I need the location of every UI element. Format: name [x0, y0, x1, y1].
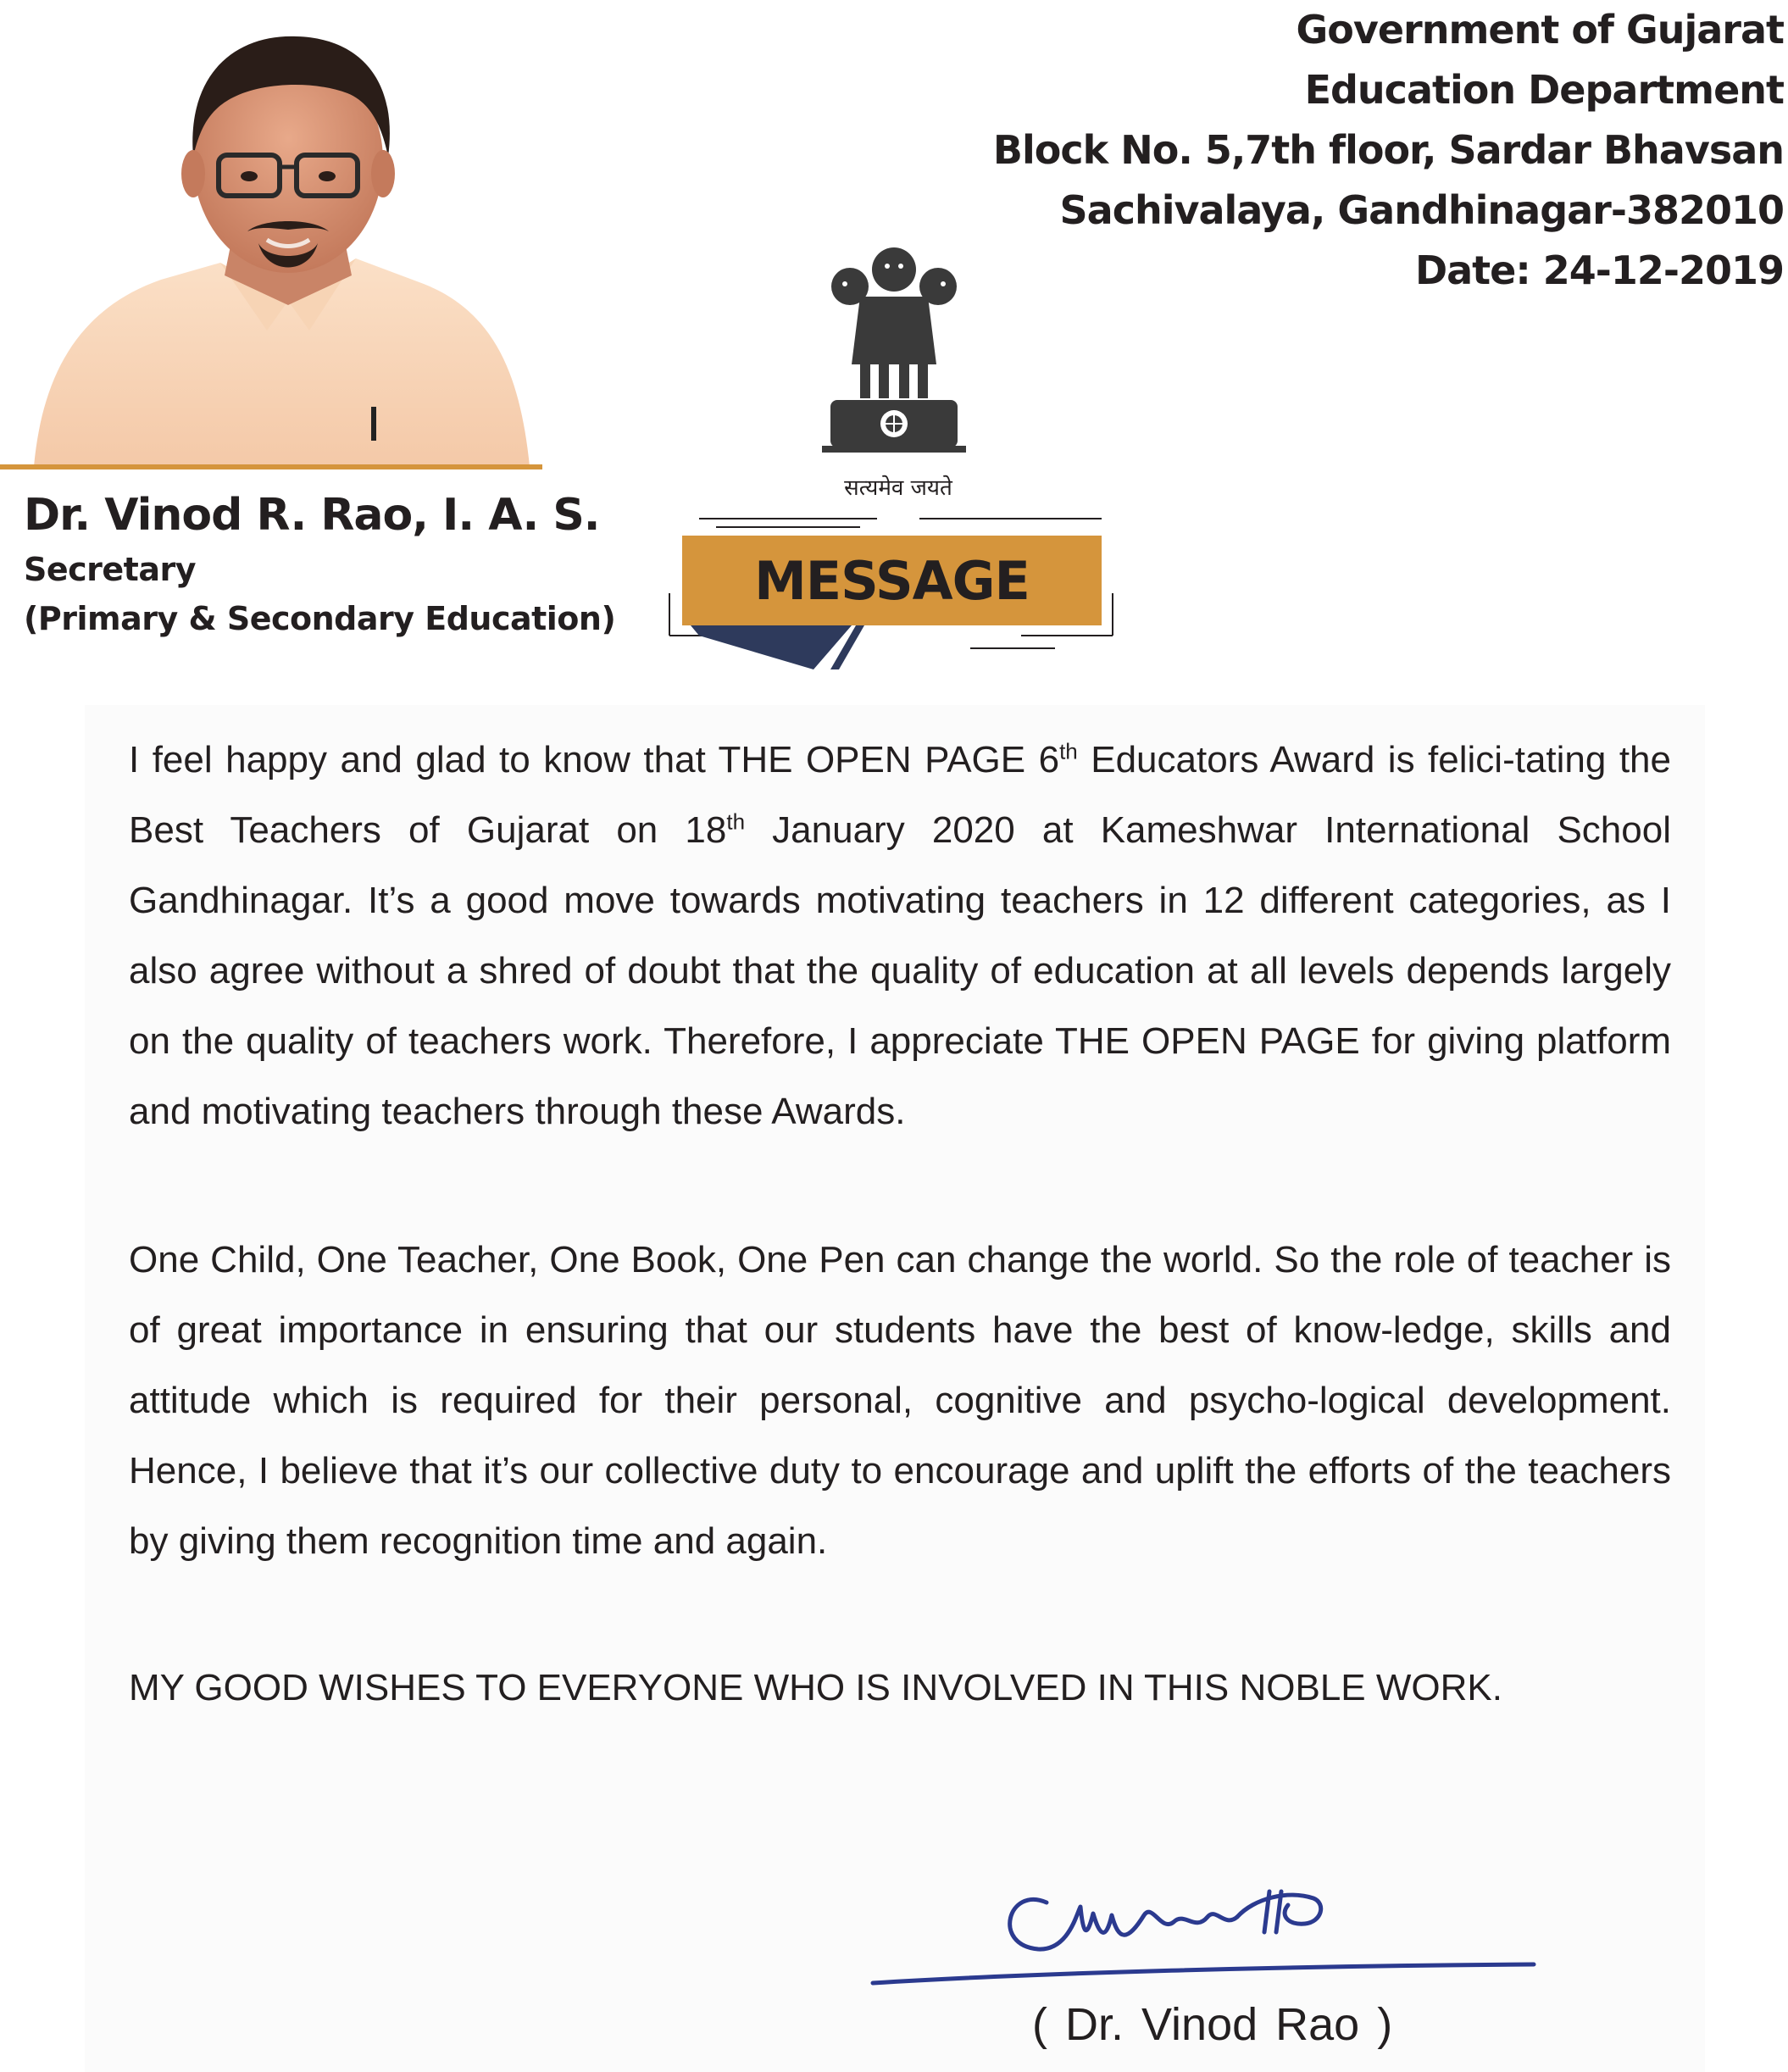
emblem-motto: सत्यमेव जयते — [844, 475, 952, 501]
signatory-printed-name: ( Dr. Vinod Rao ) — [1032, 1999, 1393, 2050]
official-title: Secretary — [24, 551, 196, 588]
official-name: Dr. Vinod R. Rao, I. A. S. — [24, 490, 600, 541]
official-portrait — [25, 21, 534, 466]
paragraph-1-part-a: I feel happy and glad to know that THE OPEN PAGE 6 — [129, 739, 1060, 780]
address-line-date: Date: 24-12-2019 — [1414, 247, 1784, 293]
address-line-city: Sachivalaya, Gandhinagar-382010 — [1059, 187, 1784, 233]
address-line-government: Government of Gujarat — [1296, 7, 1784, 53]
paragraph-1-part-c: January 2020 at Kameshwar International School Gandhinagar. It’s a good move towards motivating teachers in 12 different categories, as I also agree without a shred of doubt that the quality of education at all levels depends largely on the quality of teachers work. Therefore, I appreciate THE OPEN PAGE for giving platform and motivating teachers through these Awards. — [129, 809, 1671, 1132]
paragraph-3: MY GOOD WISHES TO EVERYONE WHO IS INVOLVED IN THIS NOBLE WORK. — [129, 1667, 1502, 1708]
paragraph-1-part-b: Educators Award is felici-tating the Best Teachers of Gujarat on 18 — [129, 739, 1672, 851]
national-emblem-icon — [809, 237, 979, 470]
address-line-block: Block No. 5,7th floor, Sardar Bhavsan — [992, 127, 1784, 173]
handwritten-signature — [864, 1822, 1542, 2000]
portrait-underline — [0, 464, 542, 469]
official-department: (Primary & Secondary Education) — [24, 600, 616, 637]
paragraph-1 — [129, 725, 1671, 1147]
paragraph-2: One Child, One Teacher, One Book, One Pen can change the world. So the role of teacher is of great importance in ensuring that our students have the best of know-ledge, skills and attitude which is required for their personal, cognitive and psycho-logical development. Hence, I believe that it’s our collective duty to encourage and uplift the efforts of the teachers by giving them recognition time and again. — [129, 1239, 1671, 1562]
message-banner-label: MESSAGE — [754, 549, 1030, 612]
message-banner — [682, 536, 1102, 625]
superscript-th-1: th — [1059, 738, 1078, 764]
address-line-department: Education Department — [1304, 67, 1784, 113]
superscript-th-2: th — [726, 808, 746, 835]
address-block — [993, 0, 1784, 301]
